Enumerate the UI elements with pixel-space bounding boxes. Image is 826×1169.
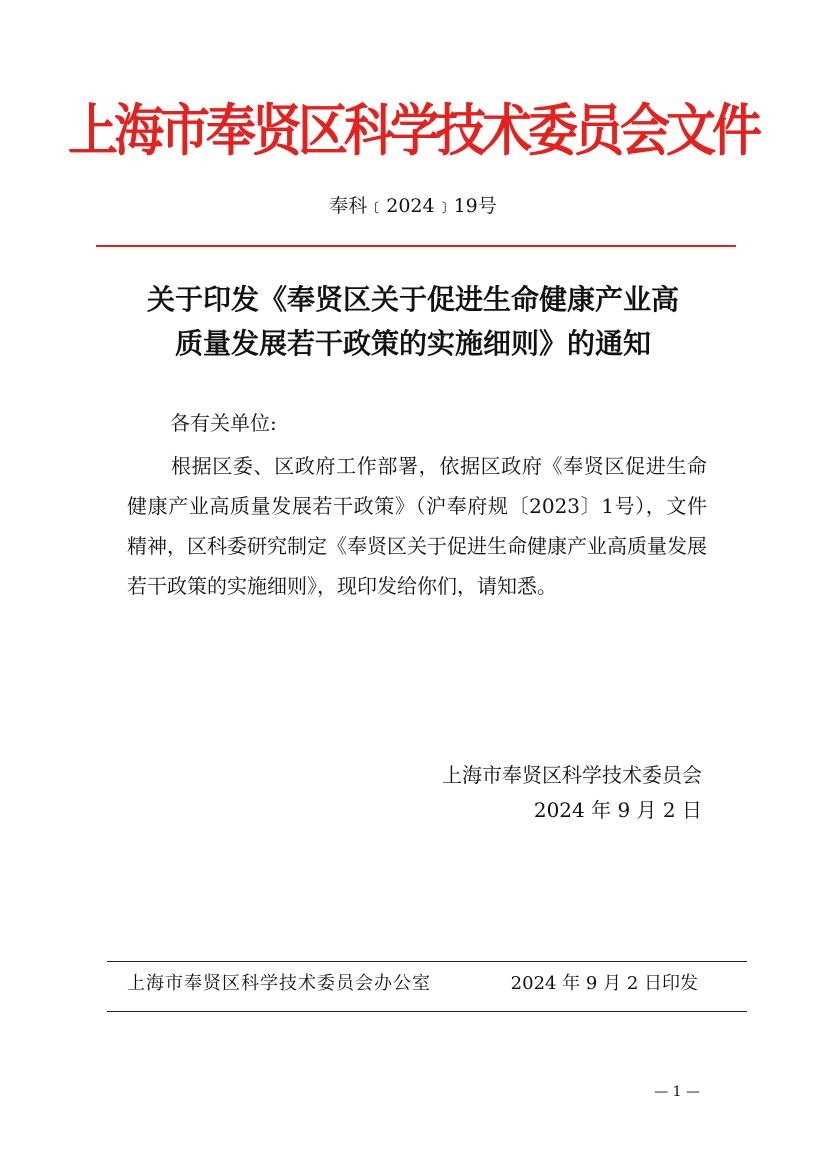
page-number: — 1 — [654, 1084, 700, 1100]
footer-top-rule [107, 961, 747, 962]
title-line-2: 质量发展若干政策的实施细则》的通知 [174, 327, 651, 360]
footer-office: 上海市奉贤区科学技术委员会办公室 [127, 973, 431, 994]
document-title [100, 278, 726, 366]
document-number: 奉科﹝2024﹞19号 [329, 195, 497, 217]
red-divider [96, 245, 736, 247]
salutation: 各有关单位: [170, 411, 277, 435]
signature-date: 2024 年 9 月 2 日 [533, 798, 702, 822]
issuer-header: 上海市奉贤区科学技术委员会文件 [68, 97, 758, 164]
footer-bottom-rule [107, 1011, 747, 1012]
title-line-1: 关于印发《奉贤区关于促进生命健康产业高 [146, 283, 679, 316]
signature-organization: 上海市奉贤区科学技术委员会 [442, 763, 702, 787]
body-paragraph: 根据区委、区政府工作部署，依据区政府《奉贤区促进生命健康产业高质量发展若干政策》（沪奉府规〔2023〕1号），文件精神，区科委研究制定《奉贤区关于促进生命健康产业高质量发展若干政策的实施细则》，现印发给你们，请知悉。 [127, 454, 707, 598]
footer-print-date: 2024 年 9 月 2 日印发 [510, 973, 698, 994]
